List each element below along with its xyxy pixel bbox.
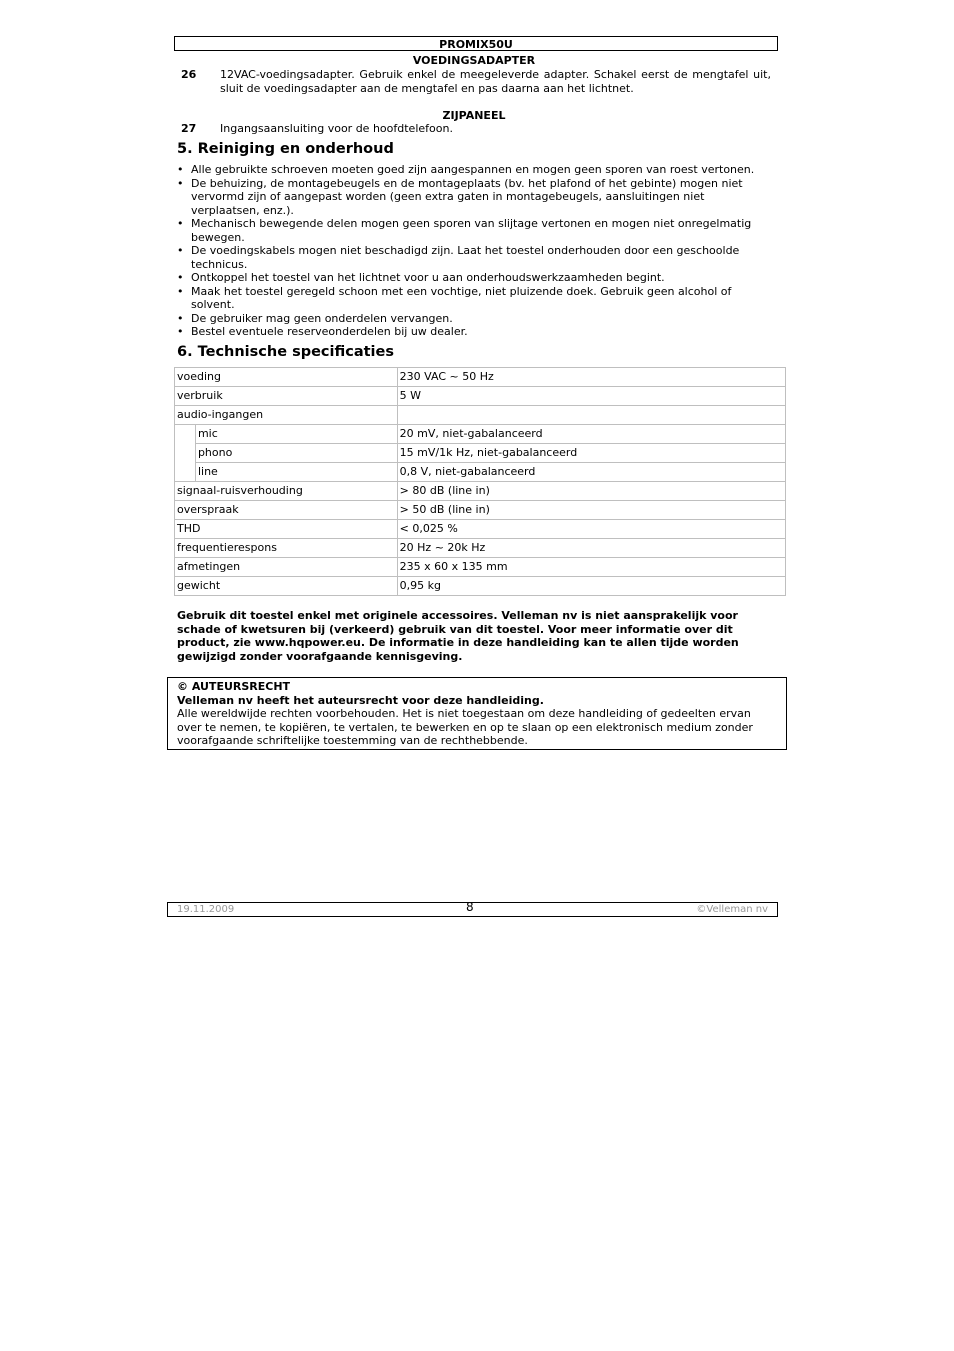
item-number-27: 27 [181,122,197,135]
list-item: • Mechanisch bewegende delen mogen geen sporen van slijtage vertonen en mogen niet onregelmatig bewegen. [174,217,774,244]
table-row [175,406,786,425]
table-row [175,558,786,577]
item-text-26: 12VAC-voedingsadapter. Gebruik enkel de meegeleverde adapter. Schakel eerst de mengtafel uit, sluit de voedingsadapter aan de mengtafel en pas daarna aan het lichtnet. [220,68,771,95]
table-row [175,577,786,596]
table-row [175,501,786,520]
spec-value: > 80 dB (line in) [397,482,785,501]
copyright-body: Alle wereldwijde rechten voorbehouden. Het is niet toegestaan om deze handleiding of gedeelten ervan over te nemen, te kopiëren, te vertalen, te bewerken en op te slaan op een elektronisch medium zonder voorafgaande schriftelijke toestemming van de rechthebbende. [177,707,753,747]
list-item: • Ontkoppel het toestel van het lichtnet voor u aan onderhoudswerkzaamheden begint. [174,271,774,285]
spec-value: 5 W [397,387,785,406]
footer-copyright: ©Velleman nv [696,904,768,915]
spec-label: mic [195,425,397,444]
list-item: • De voedingskabels mogen niet beschadigd zijn. Laat het toestel onderhouden door een geschoolde technicus. [174,244,774,271]
spec-label: overspraak [175,501,398,520]
table-row [175,368,786,387]
list-item: • Maak het toestel geregeld schoon met een vochtige, niet pluizende doek. Gebruik geen alcohol of solvent. [174,285,774,312]
list-item: • Bestel eventuele reserveonderdelen bij uw dealer. [174,325,774,339]
page-number: 8 [466,900,474,914]
spec-label: afmetingen [175,558,398,577]
zijpaneel-heading: ZIJPANEEL [442,109,506,122]
footer-date: 19.11.2009 [177,904,235,915]
section-5-heading: 5. Reiniging en onderhoud [177,141,394,157]
table-row [175,482,786,501]
item-number-26: 26 [181,68,197,81]
table-row [175,425,786,444]
item-text-27: Ingangsaansluiting voor de hoofdtelefoon. [220,122,453,135]
table-row [175,387,786,406]
spec-value: 20 mV, niet-gabalanceerd [397,425,785,444]
spec-value: 235 x 60 x 135 mm [397,558,785,577]
spec-value: < 0,025 % [397,520,785,539]
copyright-box [167,677,787,750]
document-title: PROMIX50U [439,38,513,51]
spec-label: phono [195,444,397,463]
spec-value: 0,8 V, niet-gabalanceerd [397,463,785,482]
section-6-heading: 6. Technische specificaties [177,344,394,360]
copyright-title: © AUTEURSRECHT [177,680,291,693]
spec-value: 230 VAC ~ 50 Hz [397,368,785,387]
maintenance-list [174,163,774,339]
spec-value: 0,95 kg [397,577,785,596]
spec-label: frequentierespons [175,539,398,558]
copyright-subtitle: Velleman nv heeft het auteursrecht voor deze handleiding. [177,693,544,707]
spec-value: 20 Hz ~ 20k Hz [397,539,785,558]
spec-label: voeding [175,368,398,387]
spec-label: verbruik [175,387,398,406]
indent-cell [175,425,196,482]
table-row [175,520,786,539]
voedingsadapter-heading: VOEDINGSADAPTER [412,54,536,67]
spec-label: signaal-ruisverhouding [175,482,398,501]
list-item: • De gebruiker mag geen onderdelen vervangen. [174,312,774,326]
spec-label: audio-ingangen [175,406,398,425]
table-row [175,444,786,463]
table-row [175,463,786,482]
spec-label: THD [175,520,398,539]
spec-value: 15 mV/1k Hz, niet-gabalanceerd [397,444,785,463]
spec-label: gewicht [175,577,398,596]
specifications-table [174,367,786,596]
spec-value [397,406,785,425]
table-row [175,539,786,558]
list-item: • Alle gebruikte schroeven moeten goed zijn aangespannen en mogen geen sporen van roest vertonen. [174,163,774,177]
spec-label: line [195,463,397,482]
spec-value: > 50 dB (line in) [397,501,785,520]
accessories-notice: Gebruik dit toestel enkel met originele accessoires. Velleman nv is niet aansprakelijk voor schade of kwetsuren bij (verkeerd) gebruik van dit toestel. Voor meer informatie over dit product, zie www.hqpower.eu. De informatie in deze handleiding kan te allen tijde worden gewijzigd zonder voorafgaande kennisgeving. [177,609,739,663]
list-item: • De behuizing, de montagebeugels en de montageplaats (bv. het plafond of het gebinte) mogen niet vervormd zijn of aangepast worden (geen extra gaten in montagebeugels, aansluitingen niet verplaatsen, enz.). [174,177,774,218]
